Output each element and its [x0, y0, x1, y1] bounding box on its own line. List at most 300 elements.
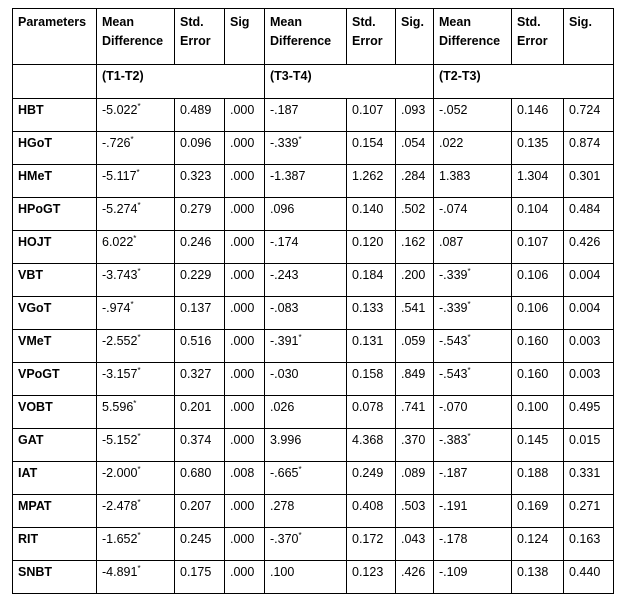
std-error-cell	[347, 231, 396, 264]
std-error-cell	[512, 165, 564, 198]
sig-cell	[396, 165, 434, 198]
cell-value: -5.117	[102, 169, 137, 183]
std-error-cell	[512, 132, 564, 165]
header-mean-difference: Mean Difference	[434, 9, 512, 65]
std-error-cell	[512, 330, 564, 363]
table-row	[13, 561, 614, 594]
std-error-cell	[512, 528, 564, 561]
cell-value: .000	[230, 202, 255, 216]
std-error-cell	[347, 363, 396, 396]
cell-value: 0.146	[517, 103, 549, 117]
std-error-cell	[175, 462, 225, 495]
sig-cell	[564, 528, 614, 561]
cell-value: .026	[270, 400, 295, 414]
mean-difference-cell	[97, 429, 175, 462]
std-error-cell	[512, 99, 564, 132]
mean-difference-cell	[97, 231, 175, 264]
std-error-cell	[175, 99, 225, 132]
sig-cell	[564, 264, 614, 297]
comparison-label: (T3-T4)	[265, 65, 434, 99]
significance-marker: *	[136, 168, 140, 177]
cell-value: -.191	[439, 499, 468, 513]
mean-difference-cell	[97, 297, 175, 330]
cell-value: .096	[270, 202, 295, 216]
cell-value: .849	[401, 367, 426, 381]
sig-cell	[225, 396, 265, 429]
cell-value: 0.184	[352, 268, 384, 282]
cell-value: -2.000	[102, 466, 138, 480]
sig-cell	[225, 330, 265, 363]
table-row	[13, 132, 614, 165]
cell-value: 1.304	[517, 169, 549, 183]
cell-value: 0.106	[517, 301, 549, 315]
cell-value: -5.022	[102, 103, 138, 117]
significance-marker: *	[467, 366, 471, 375]
significance-marker: *	[298, 333, 302, 342]
cell-value: 0.331	[569, 466, 601, 480]
parameter-cell: HOJT	[13, 231, 97, 264]
cell-value: 0.301	[569, 169, 601, 183]
table-row	[13, 462, 614, 495]
std-error-cell	[347, 132, 396, 165]
cell-value: .426	[401, 565, 426, 579]
sig-cell	[225, 528, 265, 561]
mean-difference-cell	[97, 462, 175, 495]
cell-value: 0.100	[517, 400, 549, 414]
cell-value: 3.996	[270, 433, 302, 447]
parameter-cell: RIT	[13, 528, 97, 561]
mean-difference-cell	[97, 528, 175, 561]
parameter-cell: VPoGT	[13, 363, 97, 396]
cell-value: .043	[401, 532, 426, 546]
parameter-cell: SNBT	[13, 561, 97, 594]
cell-value: -5.152	[102, 433, 138, 447]
cell-value: 0.135	[517, 136, 549, 150]
significance-marker: *	[137, 102, 141, 111]
mean-difference-cell	[434, 528, 512, 561]
cell-value: -.391	[270, 334, 299, 348]
significance-marker: *	[130, 135, 134, 144]
parameter-cell: VBT	[13, 264, 97, 297]
sig-cell	[564, 99, 614, 132]
mean-difference-cell	[265, 363, 347, 396]
cell-value: 0.484	[569, 202, 601, 216]
parameter-cell: HPoGT	[13, 198, 97, 231]
cell-value: 0.408	[352, 499, 384, 513]
cell-value: .087	[439, 235, 464, 249]
cell-value: 0.680	[180, 466, 212, 480]
sig-cell	[396, 495, 434, 528]
cell-value: .000	[230, 532, 255, 546]
significance-marker: *	[137, 366, 141, 375]
table-row	[13, 396, 614, 429]
cell-value: 0.133	[352, 301, 384, 315]
cell-value: -.187	[439, 466, 468, 480]
mean-difference-cell	[265, 330, 347, 363]
parameter-cell: HGoT	[13, 132, 97, 165]
mean-difference-cell	[434, 198, 512, 231]
cell-value: -.074	[439, 202, 468, 216]
sig-cell	[225, 198, 265, 231]
sig-cell	[396, 99, 434, 132]
mean-difference-cell	[434, 429, 512, 462]
cell-value: .000	[230, 334, 255, 348]
mean-difference-cell	[97, 198, 175, 231]
significance-marker: *	[137, 201, 141, 210]
significance-marker: *	[467, 333, 471, 342]
std-error-cell	[347, 495, 396, 528]
std-error-cell	[175, 132, 225, 165]
sig-cell	[564, 561, 614, 594]
std-error-cell	[512, 396, 564, 429]
mean-difference-cell	[265, 132, 347, 165]
std-error-cell	[347, 429, 396, 462]
std-error-cell	[175, 363, 225, 396]
table-row	[13, 297, 614, 330]
mean-difference-cell	[97, 495, 175, 528]
cell-value: .000	[230, 565, 255, 579]
cell-value: 0.188	[517, 466, 549, 480]
cell-value: 0.140	[352, 202, 384, 216]
cell-value: 0.106	[517, 268, 549, 282]
std-error-cell	[512, 297, 564, 330]
header-std-error: Std. Error	[347, 9, 396, 65]
cell-value: 1.383	[439, 169, 471, 183]
cell-value: -.052	[439, 103, 468, 117]
cell-value: -5.274	[102, 202, 138, 216]
cell-value: 0.874	[569, 136, 601, 150]
table-row	[13, 99, 614, 132]
cell-value: .000	[230, 301, 255, 315]
cell-value: -.383	[439, 433, 468, 447]
sig-cell	[564, 297, 614, 330]
significance-marker: *	[137, 432, 141, 441]
cell-value: -1.387	[270, 169, 306, 183]
std-error-cell	[512, 429, 564, 462]
header-std-error: Std. Error	[175, 9, 225, 65]
cell-value: .162	[401, 235, 426, 249]
cell-value: -2.552	[102, 334, 138, 348]
cell-value: .022	[439, 136, 464, 150]
parameter-cell: HBT	[13, 99, 97, 132]
sig-cell	[225, 264, 265, 297]
significance-marker: *	[137, 531, 141, 540]
table-row	[13, 165, 614, 198]
cell-value: .503	[401, 499, 426, 513]
mean-difference-cell	[434, 495, 512, 528]
cell-value: 0.169	[517, 499, 549, 513]
parameter-cell: MPAT	[13, 495, 97, 528]
std-error-cell	[512, 495, 564, 528]
cell-value: 0.495	[569, 400, 601, 414]
cell-value: 0.120	[352, 235, 384, 249]
sig-cell	[225, 363, 265, 396]
cell-value: 0.160	[517, 334, 549, 348]
cell-value: .089	[401, 466, 426, 480]
significance-marker: *	[133, 234, 137, 243]
sig-cell	[225, 132, 265, 165]
std-error-cell	[347, 528, 396, 561]
mean-difference-cell	[97, 99, 175, 132]
mean-difference-cell	[265, 462, 347, 495]
sig-cell	[564, 462, 614, 495]
cell-value: 0.158	[352, 367, 384, 381]
significance-marker: *	[137, 498, 141, 507]
sig-cell	[396, 561, 434, 594]
cell-value: .284	[401, 169, 426, 183]
cell-value: -.974	[102, 301, 131, 315]
mean-difference-cell	[265, 231, 347, 264]
std-error-cell	[347, 264, 396, 297]
cell-value: 0.107	[517, 235, 549, 249]
cell-value: 0.279	[180, 202, 212, 216]
cell-value: .059	[401, 334, 426, 348]
std-error-cell	[347, 99, 396, 132]
mean-difference-cell	[434, 132, 512, 165]
cell-value: .000	[230, 367, 255, 381]
table-row	[13, 330, 614, 363]
sig-cell	[564, 231, 614, 264]
table-row	[13, 264, 614, 297]
comparison-row	[13, 65, 614, 99]
header-sig: Sig	[225, 9, 265, 65]
sig-cell	[396, 132, 434, 165]
cell-value: 0.004	[569, 268, 601, 282]
significance-marker: *	[137, 564, 141, 573]
mean-difference-cell	[434, 297, 512, 330]
mean-difference-cell	[434, 462, 512, 495]
std-error-cell	[347, 396, 396, 429]
significance-marker: *	[137, 333, 141, 342]
sig-cell	[225, 462, 265, 495]
cell-value: 0.323	[180, 169, 212, 183]
cell-value: 0.015	[569, 433, 601, 447]
comparison-blank	[13, 65, 97, 99]
sig-cell	[225, 561, 265, 594]
cell-value: 0.201	[180, 400, 212, 414]
header-std-error: Std. Error	[512, 9, 564, 65]
std-error-cell	[175, 330, 225, 363]
significance-marker: *	[298, 465, 302, 474]
cell-value: 0.160	[517, 367, 549, 381]
mean-difference-cell	[434, 396, 512, 429]
cell-value: .541	[401, 301, 426, 315]
cell-value: .200	[401, 268, 426, 282]
std-error-cell	[175, 264, 225, 297]
cell-value: .000	[230, 499, 255, 513]
cell-value: 6.022	[102, 235, 134, 249]
cell-value: 0.003	[569, 334, 601, 348]
sig-cell	[396, 231, 434, 264]
results-table	[12, 8, 614, 594]
header-parameters: Parameters	[13, 9, 97, 65]
table-row	[13, 363, 614, 396]
table-body	[13, 99, 614, 594]
cell-value: 0.489	[180, 103, 212, 117]
cell-value: -.083	[270, 301, 299, 315]
mean-difference-cell	[265, 495, 347, 528]
sig-cell	[564, 165, 614, 198]
cell-value: .502	[401, 202, 426, 216]
table-row	[13, 231, 614, 264]
cell-value: 4.368	[352, 433, 384, 447]
mean-difference-cell	[97, 396, 175, 429]
cell-value: -.030	[270, 367, 299, 381]
cell-value: 0.229	[180, 268, 212, 282]
cell-value: 0.096	[180, 136, 212, 150]
cell-value: -.543	[439, 367, 468, 381]
cell-value: 0.078	[352, 400, 384, 414]
table-row	[13, 429, 614, 462]
cell-value: -3.743	[102, 268, 138, 282]
significance-marker: *	[298, 531, 302, 540]
cell-value: .054	[401, 136, 426, 150]
cell-value: 0.374	[180, 433, 212, 447]
mean-difference-cell	[97, 165, 175, 198]
cell-value: -.339	[439, 268, 468, 282]
cell-value: -.339	[439, 301, 468, 315]
sig-cell	[225, 297, 265, 330]
mean-difference-cell	[265, 561, 347, 594]
std-error-cell	[347, 561, 396, 594]
std-error-cell	[175, 495, 225, 528]
cell-value: 0.131	[352, 334, 384, 348]
mean-difference-cell	[434, 330, 512, 363]
cell-value: -.187	[270, 103, 299, 117]
sig-cell	[396, 198, 434, 231]
comparison-label: (T1-T2)	[97, 65, 265, 99]
header-sig: Sig.	[396, 9, 434, 65]
cell-value: -.178	[439, 532, 468, 546]
std-error-cell	[175, 561, 225, 594]
header-mean-difference: Mean Difference	[265, 9, 347, 65]
mean-difference-cell	[434, 363, 512, 396]
header-row	[13, 9, 614, 65]
cell-value: -2.478	[102, 499, 138, 513]
cell-value: 0.124	[517, 532, 549, 546]
cell-value: 0.207	[180, 499, 212, 513]
cell-value: 0.004	[569, 301, 601, 315]
sig-cell	[564, 132, 614, 165]
significance-marker: *	[467, 432, 471, 441]
cell-value: -.543	[439, 334, 468, 348]
std-error-cell	[347, 297, 396, 330]
sig-cell	[396, 429, 434, 462]
significance-marker: *	[133, 399, 137, 408]
std-error-cell	[347, 462, 396, 495]
cell-value: 0.172	[352, 532, 384, 546]
mean-difference-cell	[434, 99, 512, 132]
sig-cell	[396, 363, 434, 396]
std-error-cell	[175, 231, 225, 264]
cell-value: .000	[230, 268, 255, 282]
std-error-cell	[512, 561, 564, 594]
cell-value: .100	[270, 565, 295, 579]
parameter-cell: IAT	[13, 462, 97, 495]
mean-difference-cell	[434, 561, 512, 594]
std-error-cell	[175, 198, 225, 231]
cell-value: 0.145	[517, 433, 549, 447]
table-row	[13, 495, 614, 528]
cell-value: -.370	[270, 532, 299, 546]
table-row	[13, 528, 614, 561]
cell-value: -.243	[270, 268, 299, 282]
std-error-cell	[512, 264, 564, 297]
cell-value: 0.123	[352, 565, 384, 579]
sig-cell	[564, 495, 614, 528]
significance-marker: *	[298, 135, 302, 144]
cell-value: 5.596	[102, 400, 134, 414]
mean-difference-cell	[97, 132, 175, 165]
mean-difference-cell	[434, 231, 512, 264]
mean-difference-cell	[434, 165, 512, 198]
sig-cell	[564, 363, 614, 396]
parameter-cell: VGoT	[13, 297, 97, 330]
cell-value: 0.137	[180, 301, 212, 315]
parameter-cell: GAT	[13, 429, 97, 462]
std-error-cell	[175, 528, 225, 561]
significance-marker: *	[137, 267, 141, 276]
cell-value: 0.327	[180, 367, 212, 381]
cell-value: 0.245	[180, 532, 212, 546]
cell-value: 0.104	[517, 202, 549, 216]
cell-value: 0.175	[180, 565, 212, 579]
mean-difference-cell	[265, 264, 347, 297]
cell-value: -4.891	[102, 565, 138, 579]
cell-value: .000	[230, 169, 255, 183]
std-error-cell	[347, 198, 396, 231]
cell-value: -.665	[270, 466, 299, 480]
cell-value: .000	[230, 136, 255, 150]
sig-cell	[396, 462, 434, 495]
sig-cell	[564, 198, 614, 231]
sig-cell	[564, 429, 614, 462]
cell-value: 0.516	[180, 334, 212, 348]
significance-marker: *	[467, 267, 471, 276]
cell-value: .741	[401, 400, 426, 414]
std-error-cell	[175, 165, 225, 198]
mean-difference-cell	[97, 561, 175, 594]
mean-difference-cell	[265, 429, 347, 462]
header-sig: Sig.	[564, 9, 614, 65]
std-error-cell	[175, 429, 225, 462]
cell-value: .000	[230, 433, 255, 447]
sig-cell	[225, 231, 265, 264]
cell-value: 0.107	[352, 103, 384, 117]
mean-difference-cell	[265, 99, 347, 132]
std-error-cell	[512, 363, 564, 396]
sig-cell	[225, 495, 265, 528]
mean-difference-cell	[97, 264, 175, 297]
cell-value: -.070	[439, 400, 468, 414]
cell-value: .093	[401, 103, 426, 117]
sig-cell	[225, 429, 265, 462]
sig-cell	[396, 330, 434, 363]
cell-value: .008	[230, 466, 255, 480]
sig-cell	[225, 165, 265, 198]
sig-cell	[396, 264, 434, 297]
std-error-cell	[512, 462, 564, 495]
mean-difference-cell	[265, 528, 347, 561]
std-error-cell	[512, 198, 564, 231]
mean-difference-cell	[97, 330, 175, 363]
parameter-cell: VOBT	[13, 396, 97, 429]
parameter-cell: VMeT	[13, 330, 97, 363]
cell-value: 0.724	[569, 103, 601, 117]
cell-value: 0.154	[352, 136, 384, 150]
mean-difference-cell	[265, 297, 347, 330]
mean-difference-cell	[97, 363, 175, 396]
